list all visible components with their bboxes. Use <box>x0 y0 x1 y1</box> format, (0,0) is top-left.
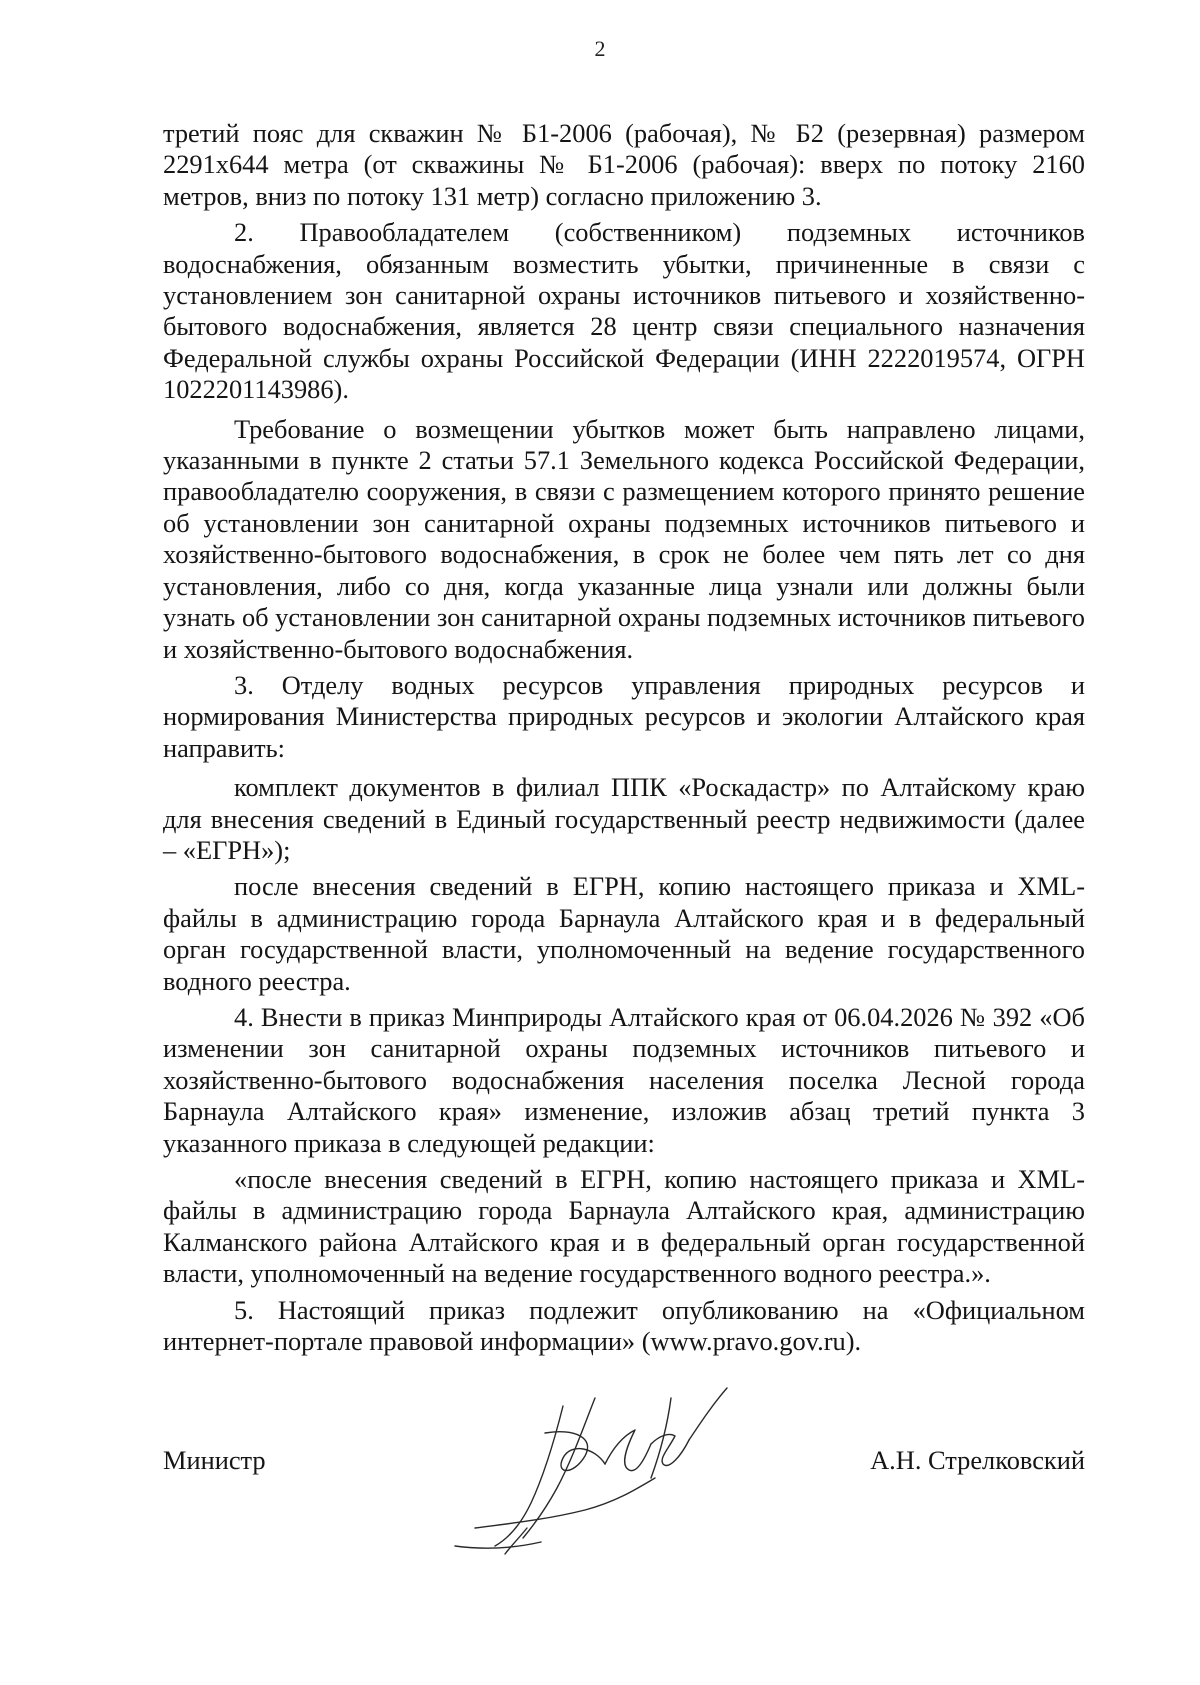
signer-name: А.Н. Стрелковский <box>870 1445 1085 1475</box>
document-body <box>163 118 1085 1357</box>
page-number: 2 <box>594 36 606 61</box>
paragraph-continuation: третий пояс для скважин № Б1-2006 (рабочая), № Б2 (резервная) размером 2291х644 метра (от скважины № Б1-2006 (рабочая): вверх по потоку 2160 метров, вниз по потоку 131 метр) согласно приложению 3. <box>163 118 1085 211</box>
handwritten-signature <box>445 1378 775 1558</box>
paragraph-item-4-quote: «после внесения сведений в ЕГРН, копию настоящего приказа и XML-файлы в администрацию города Барнаула Алтайского края, администрацию Калманского района Алтайского края и в федеральный орган государственной власти, уполномоченный на ведение государственного водного реестра.». <box>163 1164 1085 1289</box>
paragraph-item-3-after-egrn: после внесения сведений в ЕГРН, копию настоящего приказа и XML-файлы в администрацию города Барнаула Алтайского края и в федеральный орган государственной власти, уполномоченный на ведение государственного водного реестра. <box>163 871 1085 996</box>
paragraph-damages-claim: Требование о возмещении убытков может быть направлено лицами, указанными в пункте 2 статьи 57.1 Земельного кодекса Российской Федерации, правообладателю сооружения, в связи с размещением которого принято решение об установлении зон санитарной охраны подземных источников питьевого и хозяйственно-бытового водоснабжения, в срок не более чем пять лет со дня установления, либо со дня, когда указанные лица узнали или должны были узнать об установлении зон санитарной охраны подземных источников питьевого и хозяйственно-бытового водоснабжения. <box>163 413 1085 664</box>
paragraph-item-4: 4. Внести в приказ Минприроды Алтайского края от 06.04.2026 № 392 «Об изменении зон санитарной охраны подземных источников питьевого и хозяйственно-бытового водоснабжения населения поселка Лесной города Барнаула Алтайского края» изменение, изложив абзац третий пункта 3 указанного приказа в следующей редакции: <box>163 1001 1085 1158</box>
paragraph-item-3: 3. Отделу водных ресурсов управления природных ресурсов и нормирования Министерства природных ресурсов и экологии Алтайского края направить: <box>163 669 1085 763</box>
paragraph-item-2: 2. Правообладателем (собственником) подземных источников водоснабжения, обязанным возместить убытки, причиненные в связи с установлением зон санитарной охраны источников питьевого и хозяйственно-бытового водоснабжения, является 28 центр связи специального назначения Федеральной службы охраны Российской Федерации (ИНН 2222019574, ОГРН 1022201143986). <box>163 217 1085 405</box>
signer-position: Министр <box>163 1445 266 1475</box>
paragraph-item-3-documents: комплект документов в филиал ППК «Роскадастр» по Алтайскому краю для внесения сведений в Единый государственный реестр недвижимости (далее – «ЕГРН»); <box>163 772 1085 865</box>
paragraph-item-5: 5. Настоящий приказ подлежит опубликованию на «Официальном интернет-портале правовой информации» (www.pravo.gov.ru). <box>163 1294 1085 1357</box>
